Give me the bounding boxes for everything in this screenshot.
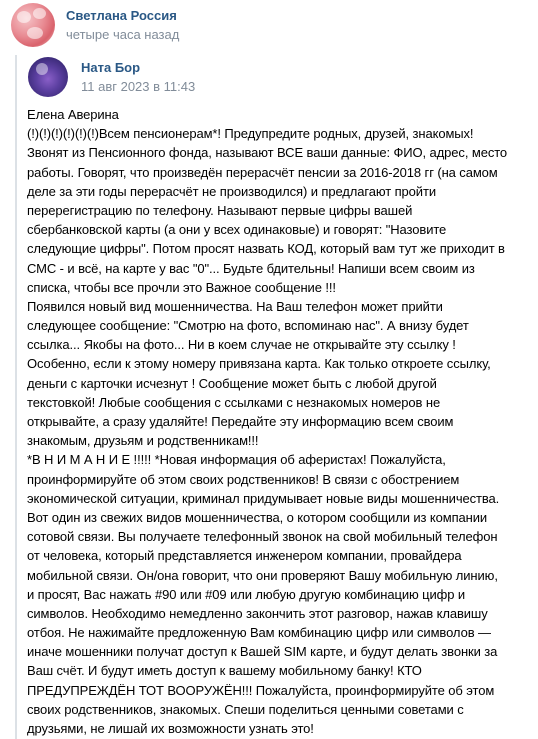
- avatar-flower-petal: [33, 8, 46, 19]
- post-text-line: Вот один из свежих видов мошенничества, о котором сообщили из компании: [27, 509, 488, 525]
- post-text-line: Особенно, если к этому номеру привязана карта. Как только откроете ссылку,: [27, 356, 491, 372]
- post-text-line: символов. Необходимо немедленно закончить этот разговор, нажав клавишу: [27, 605, 488, 621]
- post-text-line: Елена Аверина: [27, 107, 119, 122]
- post-text-line: и просят, Вас нажать #90 или #09 или любую другую комбинацию цифр и: [27, 586, 466, 602]
- post-text-line: перерегистрацию по телефону. Называют первые цифры вашей: [27, 202, 413, 218]
- post-text-line: своих родственников, знакомых. Спеши поделиться ценными советами с: [27, 701, 464, 717]
- post-text-line: отбоя. Не нажимайте предложенную Вам комбинацию цифр или символов —: [27, 625, 491, 641]
- avatar-flower-petal: [17, 11, 31, 23]
- post-text-line: ПРЕДУПРЕЖДЁН ТОТ ВООРУЖЁН!!! Пожалуйста, проинформируйте об этом: [27, 682, 495, 698]
- post-text-line: СМС - и всё, на карте у вас "0"... Будьте бдительны! Напиши всем своим из: [27, 260, 475, 276]
- post-text-line: работы. Говорят, что произведён перерасчёт пенсии за 2016-2018 гг (на самом: [27, 164, 498, 180]
- post-text-line: деньги с карточки исчезнут ! Сообщение может быть с любой другой: [27, 375, 437, 391]
- post-text-line: (!)(!)(!)(!)(!)(!)Всем пенсионерам*! Предупредите родных, друзей, знакомых!: [27, 126, 474, 142]
- post-text-line: экономической ситуации, криминал придумывает новые виды мошенничества.: [27, 490, 500, 506]
- repost-timestamp[interactable]: 11 авг 2023 в 11:43: [81, 79, 196, 94]
- post-text-line: Появился новый вид мошенничества. На Ваш телефон может прийти: [27, 298, 443, 314]
- post-text-line: мобильной связи. Он/она говорит, что они проверяют Вашу мобильную линию,: [27, 567, 498, 583]
- post-text-line: от человека, который представляется инженером компании, провайдера: [27, 548, 462, 564]
- post-text-line: друзьями, не лишай их возможности узнать это!: [27, 721, 314, 736]
- avatar[interactable]: [11, 3, 55, 47]
- post-timestamp[interactable]: четыре часа назад: [66, 27, 180, 42]
- repost-author-link[interactable]: Ната Бор: [81, 60, 141, 75]
- post-text-line: текстовкой! Любые сообщения с ссылками с незнакомых номеров не: [27, 394, 441, 410]
- post-text-line: деле за эти годы перерасчёт не производился) и предлагают пройти: [27, 183, 436, 199]
- post-text: [27, 105, 533, 738]
- post-text-line: следующие цифры". Потом просят назвать КОД, который вам тут же приходит в: [27, 241, 505, 257]
- avatar-highlight: [36, 63, 48, 75]
- avatar-flower-petal: [27, 27, 43, 39]
- post-text-line: ссылка... Якобы на фото... Ни в коем случае не открывайте эту ссылку !: [27, 337, 456, 353]
- post-text-line: Ваш счёт. И будут иметь доступ к вашему мобильному банку! КТО: [27, 663, 422, 679]
- post-author-link[interactable]: Светлана Россия: [66, 8, 177, 23]
- repost-avatar[interactable]: [28, 57, 68, 97]
- post-text-line: следующее сообщение: "Смотрю на фото, вспоминаю нас". А внизу будет: [27, 318, 469, 334]
- repost-divider: [15, 55, 17, 739]
- post-text-line: списка, чтобы все прочли это Важное сообщение !!!: [27, 279, 336, 295]
- post-text-line: *В Н И М А Н И Е !!!!! *Новая информация об аферистах! Пожалуйста,: [27, 452, 446, 468]
- post-text-line: проинформируйте об этом своих родственников! В связи с обострением: [27, 471, 460, 487]
- post-text-line: Звонят из Пенсионного фонда, называют ВСЕ ваши данные: ФИО, адрес, место: [27, 145, 508, 161]
- post-header: [0, 0, 538, 50]
- post-text-line: сбербанковской карты (а они у всех одинаковые) и говорят: "Назовите: [27, 222, 447, 238]
- post-text-line: открывайте, а сразу удаляйте! Передайте эту информацию всем своим: [27, 414, 454, 429]
- post-text-line: иначе мошенники получат доступ к Вашей SIM карте, и будут делать звонки за: [27, 644, 498, 660]
- post-text-line: знакомым, друзьям и родственникам!!!: [27, 433, 259, 449]
- post-text-line: сотовой связи. Вы получаете телефонный звонок на свой мобильный телефон: [27, 529, 498, 545]
